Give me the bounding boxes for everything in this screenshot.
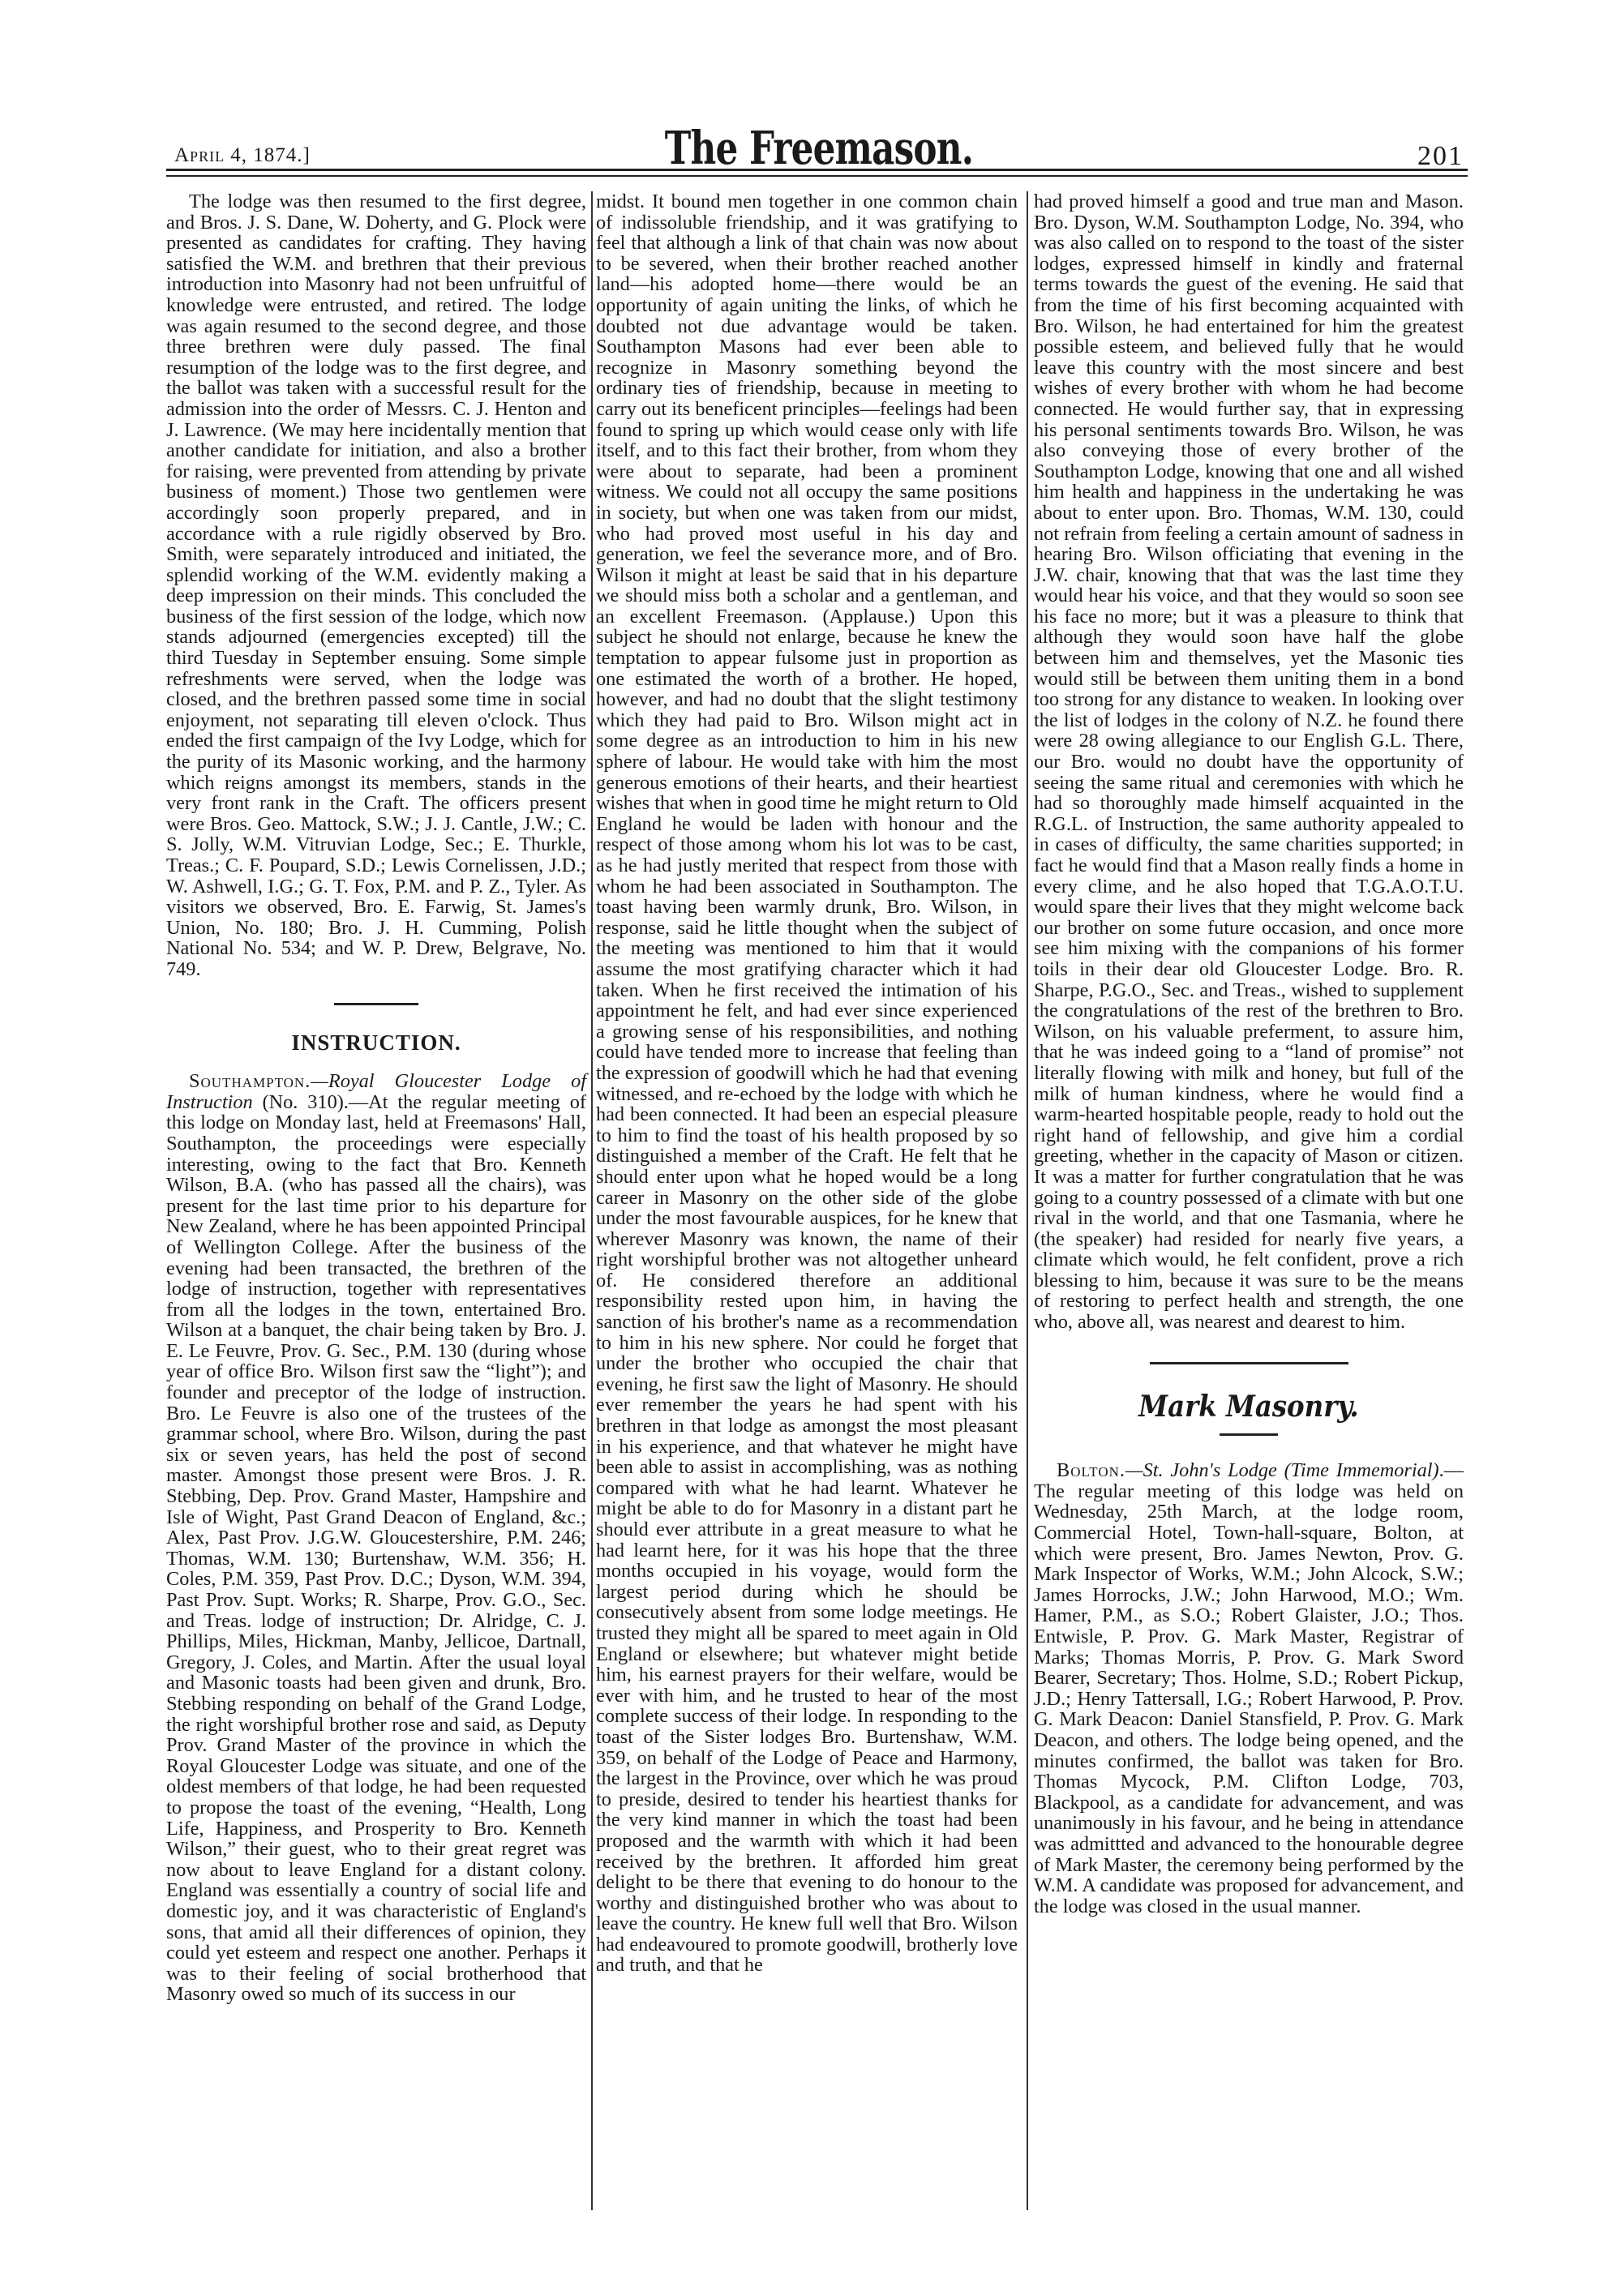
section-divider <box>1150 1362 1348 1364</box>
lodge-name: —St. John's Lodge (Time Immemorial) <box>1125 1459 1439 1482</box>
section-divider <box>1220 1433 1278 1436</box>
article-paragraph-ivy-lodge: The lodge was then resumed to the first degree, and Bros. J. S. Dane, W. Doherty, and G. Plock were presented as candidates for crafting. They having satisfied the W.M. and brethren that their previous introduction into Masonry had not been unfruitful of knowledge were entrusted, and retired. The lodge was again resumed to the second degree, and those three brethren were duly passed. The final resumption of the lodge was to the first degree, and the ballot was taken with a successful result for the admission into the order of Messrs. C. J. Henton and J. Lawrence. (We may here incidentally mention that another candidate for initiation, and also a brother for raising, were prevented from attending by private business of moment.) Those two gentlemen were accordingly soon properly prepared, and in accordance with a rule rigidly observed by Bro. Smith, were separately introduced and initiated, the splendid working of the W.M. evidently making a deep impression on their minds. This concluded the business of the first session of the lodge, which now stands adjourned (emergencies excepted) till the third Tuesday in September ensuing. Some simple refreshments were served, when the lodge was closed, and the brethren passed some time in social enjoyment, not separating till eleven o'clock. Thus ended the first campaign of the Ivy Lodge, which for the purity of its Masonic working, and the harmony which reigns amongst its members, stands in the very front rank in the Craft. The officers present were Bros. Geo. Mattock, S.W.; J. J. Cantle, J.W.; C. S. Jolly, W.M. Vitruvian Lodge, Sec.; E. Thurkle, Treas.; C. F. Poupard, S.D.; Lewis Cornelissen, J.D.; W. Ashwell, I.G.; G. T. Fox, P.M. and P. Z., Tyler. As visitors we observed, Bro. E. Farwig, St. James's Union, No. 180; Bro. J. H. Cumming, Polish National No. 534; and W. P. Drew, Belgrave, No. 749. <box>166 191 586 980</box>
column-1 <box>166 191 586 2005</box>
publication-title: The Freemason. <box>664 122 974 175</box>
lodge-name: —Royal Gloucester Lodge of Instruction <box>166 1070 586 1113</box>
article-paragraph-instruction <box>166 1071 586 2005</box>
page-number: 201 <box>1417 141 1464 171</box>
column-3 <box>1034 191 1464 1917</box>
article-paragraph-bolton <box>1034 1460 1464 1917</box>
column-2 <box>596 191 1018 1976</box>
column-divider <box>1027 191 1028 2210</box>
article-paragraph-continued: midst. It bound men together in one common chain of indissoluble friendship, and it was gratifying to feel that although a link of that chain was now about to be severed, when their brother reached another land—his adopted home—there would be an opportunity of again uniting the links, of which he doubted not due advantage would be taken. Southampton Masons had ever been able to recognize in Masonry something beyond the ordinary ties of friendship, because in meeting to carry out its beneficent principles—feelings had been found to spring up which would cease only with life itself, and to this fact their brother, from whom they were about to separate, had been a prominent witness. We could not all occupy the same positions in society, but when one was taken from our midst, who had proved most useful in his day and generation, we feel the severance more, and of Bro. Wilson it might at least be said that in his departure we should miss both a scholar and a gentleman, and an excellent Freemason. (Applause.) Upon this subject he should not enlarge, because he knew the temptation to appear fulsome just in proportion as one estimated the worth of a brother. He hoped, however, and had no doubt that the slight testimony which they had paid to Bro. Wilson might act in some degree as an introduction to him in his new sphere of labour. He would take with him the most generous emotions of their hearts, and their heartiest wishes that when in good time he might return to Old England he would be laden with honour and the respect of those among whom his lot was to be cast, as he had justly merited that respect from those with whom he had been associated in Southampton. The toast having been warmly drunk, Bro. Wilson, in response, said he little thought when the subject of the meeting was mentioned to him that it would assume the most gratifying character which it had taken. When he first received the intimation of his appointment he felt, and had ever since experienced a growing sense of his responsibilities, and nothing could have tended more to increase that feeling than the expression of goodwill which he had that evening witnessed, and re-echoed by the lodge with which he had been connected. It had been an especial pleasure to him to find the toast of his health proposed by so distinguished a member of the Craft. He felt that he should enter upon what he hoped would be a long career in Masonry on the other side of the globe under the most favourable auspices, for he knew that wherever Masonry was known, the name of their right worshipful brother was not altogether unheard of. He considered therefore an additional responsibility rested upon him, in having the sanction of his brother's name as a recommendation to him in his new sphere. Nor could he forget that under the brother who occupied the chair that evening, he first saw the light of Masonry. He should ever remember the years he had spent with his brethren in that lodge as amongst the most pleasant in his experience, and that whatever he might have been able to assist in accomplishing, was as nothing compared with what he had learnt. Whatever he might be able to do for Masonry in a distant part he should ever attribute in a great measure to what he had learnt here, for it was his hope that the three months occupied in his voyage, would form the largest period during which he should be consecutively absent from some lodge meetings. He trusted they might all be spared to meet again in Old England or elsewhere; but whatever might betide him, his earnest prayers for their welfare, would be ever with him, and he trusted to hear of the most complete success of their lodge. In responding to the toast of the Sister lodges Bro. Burtenshaw, W.M. 359, on behalf of the Lodge of Peace and Harmony, the largest in the Province, over which he was proud to preside, desired to tender his heartiest thanks for the very kind manner in which the toast had been proposed and the warmth with which it had been received by the brethren. It afforded him great delight to be there that evening to do honour to the worthy and distinguished brother who was about to leave the country. He knew full well that Bro. Wilson had endeavoured to promote goodwill, brotherly love and truth, and that he <box>596 191 1018 1977</box>
masthead-rule <box>166 169 1468 171</box>
column-divider <box>591 191 593 2210</box>
article-body: .—The regular meeting of this lodge was held on Wednesday, 25th March, at the lodge room, Commercial Hotel, Town-hall-square, Bolton, at which were present, Bro. James Newton, Prov. G. Mark Inspector of Works, W.M.; John Alcock, S.W.; James Horrocks, J.W.; John Harwood, M.O.; Wm. Hamer, P.M., as S.O.; Robert Glaister, J.O.; Thos. Entwisle, P. Prov. G. Mark Master, Registrar of Marks; Thomas Morris, P. Prov. G. Mark Sword Bearer, Secretary; Thos. Holme, S.D.; Robert Pickup, J.D.; Henry Tattersall, I.G.; Robert Harwood, P. Prov. G. Mark Deacon: Daniel Stansfield, P. Prov. G. Mark Deacon, and others. The lodge being opened, and the minutes confirmed, the ballot was taken for Bro. Thomas Mycock, P.M. Clifton Lodge, 703, Blackpool, as a candidate for advancement, and was unanimously in his favour, and he being in attendance was admittted and advanced to the honourable degree of Mark Master, the ceremony being performed by the W.M. A candidate was proposed for advancement, and the lodge was closed in the usual manner. <box>1034 1459 1464 1917</box>
article-body: (No. 310).—At the regular meeting of this lodge on Monday last, held at Freemasons' Hall, Southampton, the proceedings were especially interesting, owing to the fact that Bro. Kenneth Wilson, B.A. (who has passed all the chairs), was present for the last time prior to his departure for New Zealand, where he has been appointed Principal of Wellington College. After the business of the evening had been transacted, the brethren of the lodge of instruction, together with representatives from all the lodges in the town, entertained Bro. Wilson at a banquet, the chair being taken by Bro. J. E. Le Feuvre, Prov. G. Sec., P.M. 130 (during whose year of office Bro. Wilson first saw the “light”); and founder and preceptor of the lodge of instruction. Bro. Le Feuvre is also one of the trustees of the grammar school, where Bro. Wilson, during the past six or seven years, has held the post of second master. Amongst those present were Bros. J. R. Stebbing, Dep. Prov. Grand Master, Hampshire and Isle of Wight, Past Grand Deacon of England, &c.; Alex, Past Prov. J.G.W. Gloucestershire, P.M. 246; Thomas, W.M. 130; Burtenshaw, W.M. 356; H. Coles, P.M. 359, Past Prov. D.C.; Dyson, W.M. 394, Past Prov. Supt. Works; R. Sharpe, Prov. G.O., Sec. and Treas. lodge of instruction; Dr. Alridge, C. J. Phillips, Miles, Hickman, Manby, Jellicoe, Dartnall, Gregory, J. Coles, and Martin. After the usual loyal and Masonic toasts had been given and drunk, Bro. Stebbing responding on behalf of the Grand Lodge, the right worshipful brother rose and said, as Deputy Prov. Grand Master of the province in which the Royal Gloucester Lodge was situate, and one of the oldest members of that lodge, he had been requested to propose the toast of the evening, “Health, Long Life, Happiness, and Prosperity to Bro. Kenneth Wilson,” their guest, who to their great regret was now about to leave England for a distant colony. England was essentially a country of social life and domestic joy, and it was characteristic of England's sons, that amid all their differences of opinion, they could yet esteem and respect one another. Perhaps it was to their feeling of social brotherhood that Masonry owed so much of its success in our <box>166 1090 586 2006</box>
section-divider <box>334 1003 418 1005</box>
dateline-place: Southampton. <box>189 1070 311 1093</box>
dateline-place: Bolton. <box>1057 1459 1126 1482</box>
section-heading-mark-masonry: Mark Masonry. <box>1138 1389 1359 1424</box>
issue-date: April 4, 1874.] <box>174 144 311 166</box>
section-heading-instruction: INSTRUCTION. <box>291 1030 461 1055</box>
article-paragraph-continued: had proved himself a good and true man and Mason. Bro. Dyson, W.M. Southampton Lodge, No. 394, who was also called on to respond to the toast of the sister lodges, expressed himself in kindly and fraternal terms towards the guest of the evening. He said that from the time of his first becoming acquainted with Bro. Wilson, he had entertained for him the greatest possible esteem, and believed fully that he would leave this country with the most sincere and best wishes of every brother with whom he had become connected. He would further say, that in expressing his personal sentiments towards Bro. Wilson, he was also conveying those of every brother of the Southampton Lodge, knowing that one and all wished him health and happiness in the undertaking he was about to enter upon. Bro. Thomas, W.M. 130, could not refrain from feeling a certain amount of sadness in hearing Bro. Wilson officiating that evening in the J.W. chair, knowing that that was the last time they would hear his voice, and that they would so soon see his face no more; but it was a pleasure to think that although they would soon have half the globe between him and themselves, yet the Masonic ties would still be between them uniting them in a bond too strong for any distance to weaken. In looking over the list of lodges in the colony of N.Z. he found there were 28 owing allegiance to our English G.L. There, our Bro. would no doubt have the opportunity of seeing the same ritual and ceremonies with which he had so thoroughly made himself acquainted in the R.G.L. of Instruction, the same authority appealed to in cases of difficulty, the same charities supported; in fact he would find that a Mason really finds a home in every clime, and he also hoped that T.G.A.O.T.U. would spare their lives that they might welcome back our brother on some future occasion, and once more see him mixing with the companions of his former toils in their dear old Gloucester Lodge. Bro. R. Sharpe, P.G.O., Sec. and Treas., wished to supplement the congratulations of the rest of the brethren to Bro. Wilson, on his valuable preferment, to assure him, that he was indeed going to a “land of promise” not literally flowing with milk and honey, but full of the milk of human kindness, where he would find a warm-hearted hospitable people, ready to hold out the right hand of fellowship, and give him a cordial greeting, whether in the capacity of Mason or citizen. It was a matter for further congratulation that he was going to a country possessed of a climate with but one rival in the world, and that one Tasmania, where he (the speaker) had resided for nearly five years, a climate which would, he felt confident, prove a rich blessing to him, because it was sure to be the means of restoring to perfect health and strength, the one who, above all, was nearest and dearest to him. <box>1034 191 1464 1334</box>
masthead-rule-lower <box>166 175 1468 177</box>
